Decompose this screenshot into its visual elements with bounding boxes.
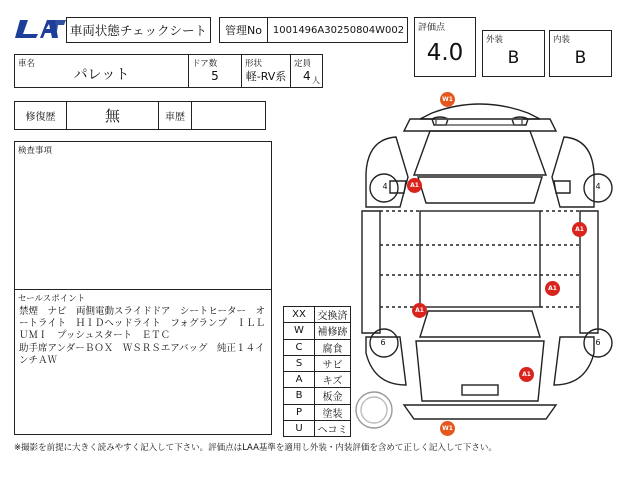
damage-marker: A1 xyxy=(545,281,560,296)
chassis-label-cell xyxy=(159,102,192,129)
grade-box xyxy=(414,17,476,77)
doors-cell xyxy=(189,55,242,87)
rear-left-tire-label: 6 xyxy=(380,338,386,347)
shape-value: 軽-RV系 xyxy=(245,70,287,83)
title-box xyxy=(66,17,211,43)
repair-value-cell xyxy=(67,102,159,129)
grade-value: 4.0 xyxy=(426,40,464,66)
exterior-box xyxy=(482,30,545,77)
rear-bumper xyxy=(404,405,556,419)
selling-points-box xyxy=(14,289,272,435)
capacity-value: 4 xyxy=(303,69,311,83)
left-body-side xyxy=(362,211,380,333)
front-left-tire-label: 4 xyxy=(382,182,388,191)
doors-value: 5 xyxy=(211,69,219,83)
roof-rail xyxy=(436,119,522,125)
damage-marker: W1 xyxy=(440,421,455,436)
vehicle-info-row xyxy=(14,54,323,88)
exterior-value: B xyxy=(507,48,520,68)
mgmt-number: 1001496A30250804W002 xyxy=(272,24,405,36)
interior-box xyxy=(549,30,612,77)
footer-note: ※撮影を前提に大きく読みやすく記入して下さい。評価点はLAA基準を適用し外装・内装評価を含めて正しく記入して下さい。 xyxy=(14,443,497,453)
mgmt-label: 管理No xyxy=(220,18,268,42)
interior-label: 内装 xyxy=(553,35,571,45)
legend-row: C 腐食 xyxy=(284,340,350,356)
inspection-label: 検査事項 xyxy=(18,146,53,156)
legend-row: B 板金 xyxy=(284,388,350,404)
damage-marker: A1 xyxy=(407,178,422,193)
hood-headlight-right xyxy=(512,117,528,125)
page-title: 車両状態チェックシート xyxy=(69,23,208,38)
inspection-box xyxy=(14,141,272,290)
damage-marker: A1 xyxy=(572,222,587,237)
shape-label: 形状 xyxy=(245,59,263,69)
legend-row: U ヘコミ xyxy=(284,421,350,437)
interior-value: B xyxy=(574,48,587,68)
front-right-tire-label: 4 xyxy=(595,182,601,191)
repair-label-cell xyxy=(15,102,67,129)
capacity-label: 定員 xyxy=(294,59,312,69)
damage-marker: A1 xyxy=(519,367,534,382)
legend-table xyxy=(283,306,351,437)
hood xyxy=(414,131,546,175)
repair-label: 修復歴 xyxy=(25,112,56,123)
damage-marker: W1 xyxy=(440,92,455,107)
hood-headlight-left xyxy=(432,117,448,125)
history-row xyxy=(14,101,266,130)
rear-plate xyxy=(462,385,498,395)
chassis-value-cell xyxy=(192,102,265,129)
capacity-unit: 人 xyxy=(312,76,320,85)
chassis-label: 車歴 xyxy=(165,112,185,123)
legend-row: XX 交換済 xyxy=(284,307,350,323)
selling-points-line: 禁煙 ナビ 両側電動スライドドア シートヒーター オートライト ＨＩＤヘッドライト フォグランプ ＩＬＬＵＭＩ プッシュスタート ＥＴＣ xyxy=(19,306,266,342)
logo xyxy=(14,17,68,41)
roof-panel xyxy=(420,211,540,307)
mgmt-box xyxy=(219,17,408,43)
shape-cell xyxy=(242,55,291,87)
doors-label: ドア数 xyxy=(192,59,218,69)
capacity-cell xyxy=(291,55,322,87)
damage-marker: A1 xyxy=(412,303,427,318)
car-name-value: パレット xyxy=(73,67,130,83)
selling-points-label: セールスポイント xyxy=(18,294,86,304)
rear-right-tire-label: 6 xyxy=(595,338,601,347)
legend-row: A キズ xyxy=(284,372,350,388)
selling-points-text xyxy=(19,306,267,367)
repair-value: 無 xyxy=(104,107,120,125)
rear-window xyxy=(420,311,540,337)
car-name-label: 車名 xyxy=(18,59,36,69)
rear-right-fender xyxy=(554,337,594,385)
legend-row: W 補修跡 xyxy=(284,323,350,339)
windshield xyxy=(418,177,542,203)
spare-tire-inner xyxy=(361,397,387,423)
selling-points-line: 助手席アンダーＢＯＸ ＷＳＲＳエアバッグ 純正１４インチＡＷ xyxy=(19,342,265,366)
exterior-label: 外装 xyxy=(486,35,504,45)
car-diagram xyxy=(350,85,630,435)
grade-label: 評価点 xyxy=(418,23,446,33)
front-mirror-right xyxy=(554,181,570,193)
legend-row: S サビ xyxy=(284,356,350,372)
legend-row: P 塗装 xyxy=(284,405,350,421)
car-name-cell xyxy=(15,55,189,87)
